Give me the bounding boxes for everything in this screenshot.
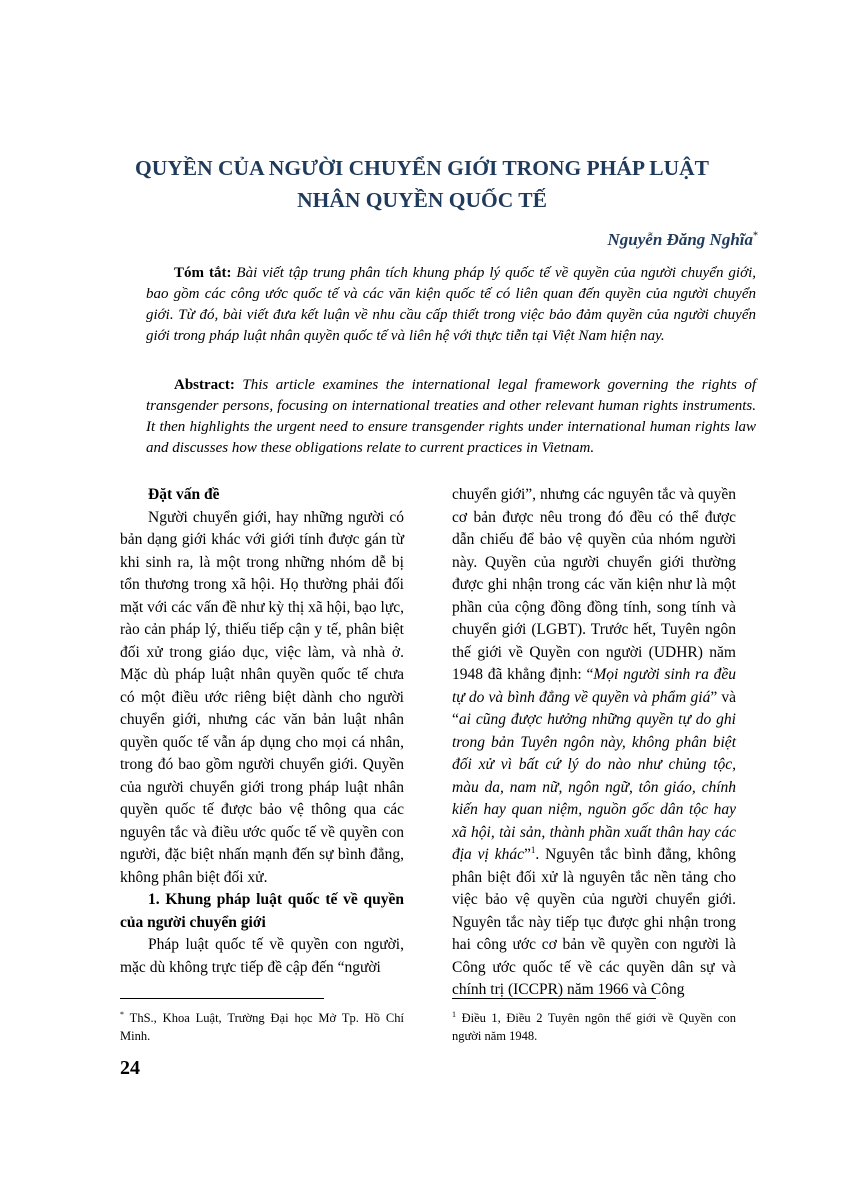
- page-number: 24: [120, 1057, 140, 1079]
- footnote-author-text: ThS., Khoa Luật, Trường Đại học Mở Tp. Hồ Chí Minh.: [120, 1011, 404, 1044]
- article-title: [100, 152, 744, 216]
- abstract-vi-label: Tóm tắt:: [174, 265, 232, 281]
- abstract-vietnamese: [146, 263, 756, 347]
- right-column: [452, 484, 736, 1002]
- abstract-en-label: Abstract:: [174, 377, 235, 393]
- author-byline: [608, 230, 758, 250]
- footnote-divider-right: [452, 998, 656, 999]
- footnote-reference-1: 1: [530, 844, 536, 855]
- right-text-part-4: . Nguyên tắc bình đẳng, không phân biệt đối xử là nguyên tắc nền tảng cho việc bảo vệ quyền của người chuyển giới. Nguyên tắc này tiếp tục được ghi nhận trong hai công ước cơ bản về quyền con người là Công ước quốc tế về các quyền dân sự và chính trị (ICCPR) năm 1966 và Công: [452, 846, 736, 998]
- footnote-1-text: Điều 1, Điều 2 Tuyên ngôn thế giới về Quyền con người năm 1948.: [452, 1011, 736, 1044]
- author-name: Nguyễn Đăng Nghĩa: [607, 230, 753, 249]
- right-text-part-1: chuyển giới”, nhưng các nguyên tắc và quyền cơ bản được nêu trong đó đều có thể được dẫn chiếu để bảo vệ quyền của nhóm người này. Quyền của người chuyển giới thường được ghi nhận trong các văn kiện như là một phần của cộng đồng đồng tính, song tính và chuyển giới (LGBT). Trước hết, Tuyên ngôn thế giới về Quyền con người (UDHR) năm 1948 đã khẳng định: “: [452, 486, 736, 683]
- footnote-1-mark: 1: [452, 1010, 456, 1019]
- footnote-divider-left: [120, 998, 324, 999]
- intro-heading: Đặt vấn đề: [148, 486, 220, 503]
- section-1-heading: 1. Khung pháp luật quốc tế về quyền của người chuyển giới: [120, 891, 404, 931]
- abstract-vi-text: Bài viết tập trung phân tích khung pháp lý quốc tế về quyền của người chuyển giới, bao gồm các công ước quốc tế và các văn kiện quốc tế có liên quan đến quyền của người chuyển giới. Từ đó, bài viết đưa kết luận về nhu cầu cấp thiết trong việc bảo đảm quyền của người chuyển giới trong pháp luật nhân quyền quốc tế và liên hệ với thực tiễn tại Việt Nam hiện nay.: [146, 265, 757, 344]
- udhr-quote-2: ai cũng được hưởng những quyền tự do ghi trong bản Tuyên ngôn này, không phân biệt đối xử vì bất cứ lý do nào như chủng tộc, màu da, nam nữ, ngôn ngữ, tôn giáo, chính kiến hay quan niệm, nguồn gốc dân tộc hay xã hội, tài sản, thành phần xuất thân hay các địa vị khác: [452, 711, 736, 863]
- footnote-author-mark: *: [120, 1010, 124, 1019]
- intro-paragraph: Người chuyển giới, hay những người có bản dạng giới khác với giới tính được gán từ khi sinh ra, là một trong những nhóm dễ bị tổn thương trong xã hội. Họ thường phải đối mặt với các vấn đề như kỳ thị xã hội, bạo lực, rào cản pháp lý, thiếu tiếp cận y tế, phân biệt đối xử trong giáo dục, việc làm, và nhà ở. Mặc dù pháp luật nhân quyền quốc tế chưa có một điều ước riêng biệt dành cho người chuyển giới, nhưng các văn bản luật nhân quyền quốc tế vẫn áp dụng cho mọi cá nhân, trong đó bao gồm người chuyển giới. Quyền của người chuyển giới trong pháp luật nhân quyền quốc tế được bảo vệ thông qua các nguyên tắc và điều ước quốc tế về quyền con người, đặc biệt nhấn mạnh đến sự bình đẳng, không phân biệt đối xử.: [120, 508, 404, 886]
- udhr-quote-1: Mọi người sinh ra đều tự do và bình đẳng về quyền và phẩm giá: [452, 666, 736, 706]
- abstract-en-text: This article examines the international legal framework governing the rights of transgender persons, focusing on international treaties and other relevant human rights instruments. It then highlights the urgent need to ensure transgender rights under international human rights law and discusses how these obligations relate to current practices in Vietnam.: [146, 377, 757, 456]
- right-column-paragraph: [452, 484, 736, 1002]
- article-title-line-1: QUYỀN CỦA NGƯỜI CHUYỂN GIỚI TRONG PHÁP LUẬT: [135, 156, 709, 180]
- section-1-paragraph: Pháp luật quốc tế về quyền con người, mặc dù không trực tiếp đề cập đến “người: [120, 936, 404, 976]
- footnote-author: [120, 1006, 404, 1045]
- abstract-english: [146, 375, 756, 459]
- left-column: [120, 484, 404, 979]
- right-text-part-3: ”: [523, 846, 531, 863]
- footnote-1: [452, 1006, 736, 1045]
- author-footnote-mark: *: [753, 230, 758, 242]
- article-title-line-2: NHÂN QUYỀN QUỐC TẾ: [297, 188, 547, 212]
- right-text-part-2: ” và “: [452, 688, 736, 728]
